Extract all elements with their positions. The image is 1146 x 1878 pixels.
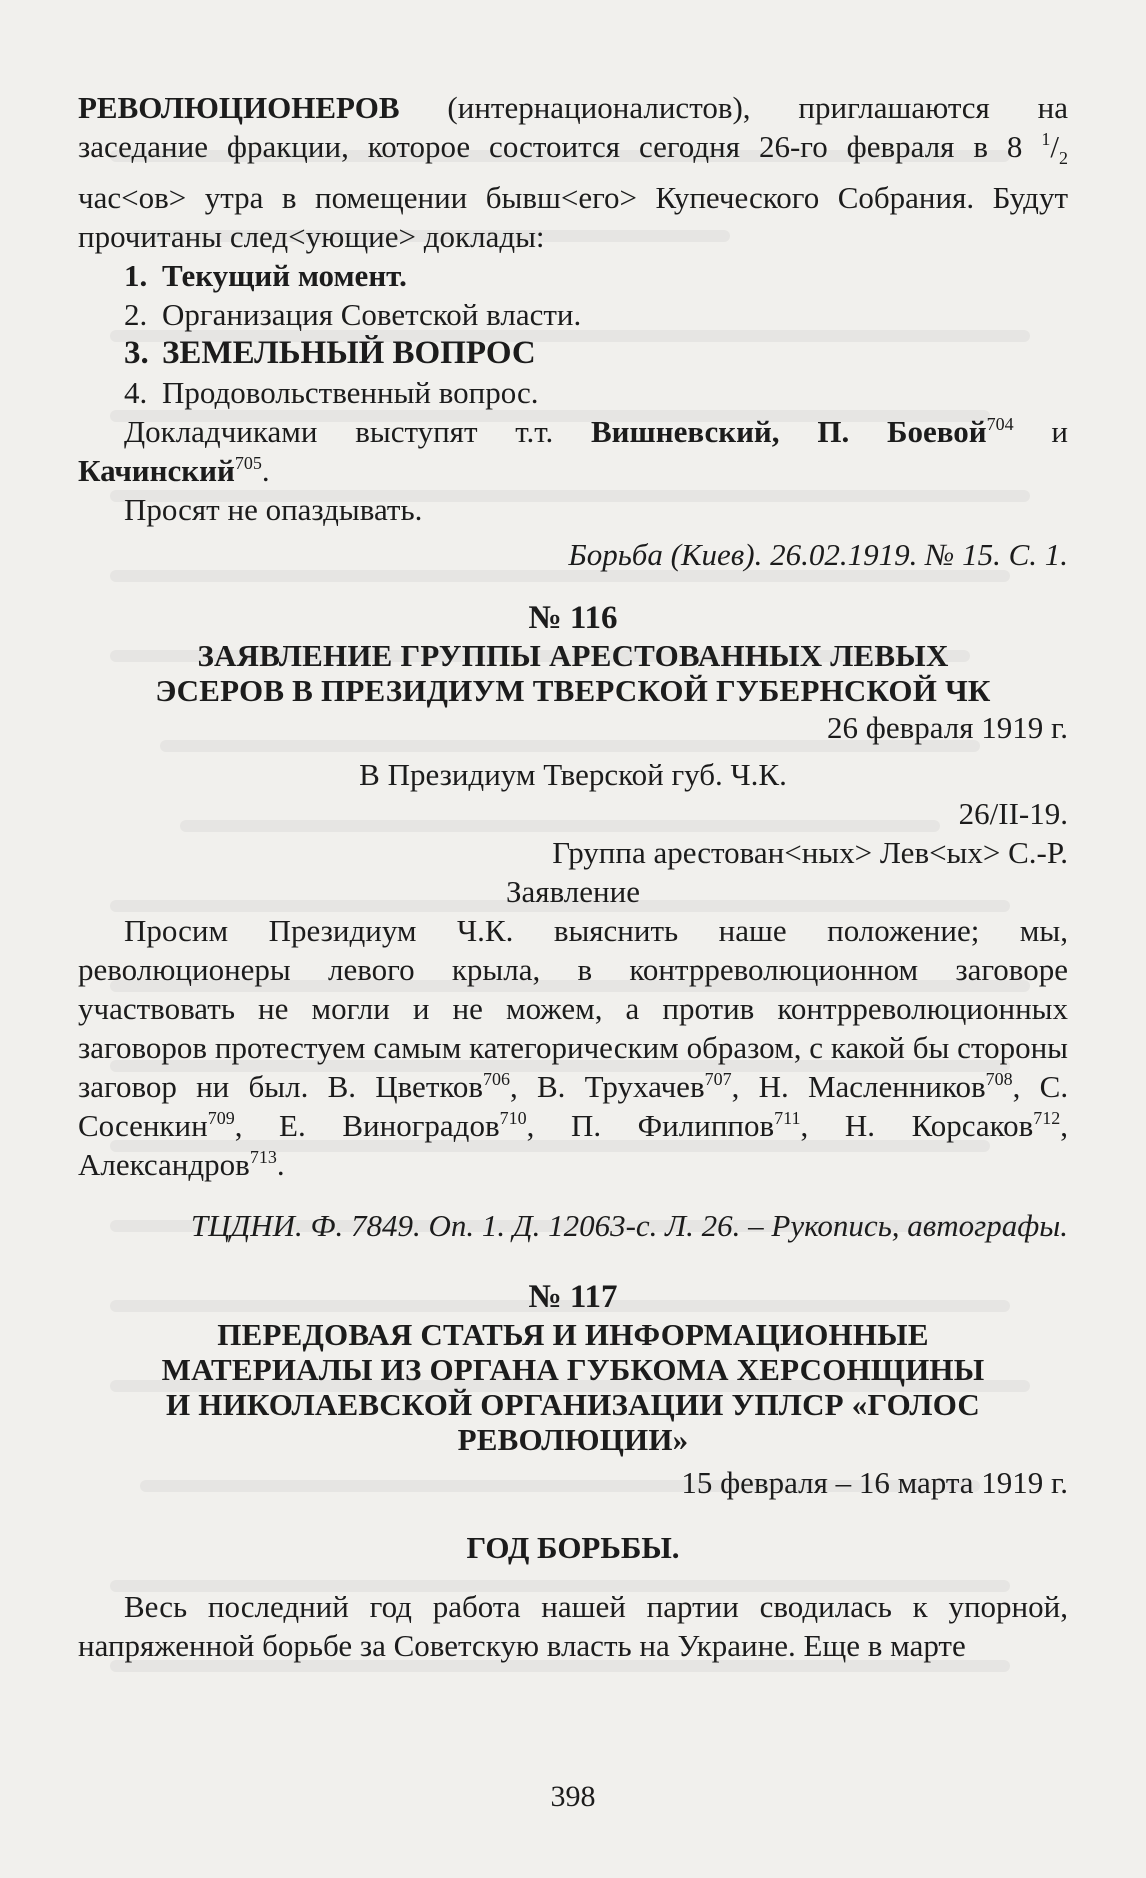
intro-text-2: час<ов> утра в помещении бывш<его> Купеческого Собрания. Будут прочитаны след<ующие> доклады: (78, 180, 1068, 255)
report-item: 3. ЗЕМЕЛЬНЫЙ ВОПРОС (124, 335, 536, 372)
signer: Александров (78, 1147, 250, 1183)
signer: В. Цветков (327, 1069, 483, 1105)
short-date: 26/II-19. (958, 796, 1068, 832)
article-heading: ГОД БОРЬБЫ. (466, 1530, 680, 1566)
page-number: 398 (550, 1780, 596, 1813)
signer: В. Трухачев (536, 1069, 705, 1105)
footnote-ref: 705 (234, 453, 262, 474)
signer: Н. Корсаков (844, 1108, 1034, 1144)
document-date: 26 февраля 1919 г. (827, 710, 1068, 746)
fraction-denominator: 2 (1059, 148, 1068, 169)
document-number: № 117 (528, 1279, 618, 1316)
document-title: ЗАЯВЛЕНИЕ ГРУППЫ АРЕСТОВАННЫХ ЛЕВЫХ ЭСЕРОВ В ПРЕЗИДИУМ ТВЕРСКОЙ ГУБЕРНСКОЙ ЧК (155, 638, 991, 709)
signer: Е. Виноградов (279, 1108, 500, 1144)
statement-heading: Заявление (506, 874, 640, 910)
addressee: В Президиум Тверской губ. Ч.К. (359, 757, 787, 793)
report-item: 1. Текущий момент. (124, 258, 407, 294)
signer: Н. Масленников (758, 1069, 986, 1105)
request-line: Просят не опаздывать. (124, 492, 423, 528)
document-116 (78, 598, 1068, 1245)
reports-list (78, 256, 1068, 412)
article-body: Весь последний год работа нашей партии сводилась к упорной, напряженной борьбе за Советскую власть на Украине. Еще в марте (78, 1589, 1068, 1664)
speakers-paragraph: Докладчиками выступят т.т. Вишневский, П. Боевой$^{704}$ и Качинский$^{705}$. (78, 414, 1068, 489)
intro-lead-bold: РЕВОЛЮЦИОНЕРОВ (78, 90, 400, 125)
page-content (78, 88, 1068, 1665)
document-date: 15 февраля – 16 марта 1919 г. (681, 1465, 1068, 1501)
intro-text: (интернационалистов), приглашаются на заседание фракции, которое состоится сегодня 26-го февраля в 8 (78, 90, 1068, 164)
source-citation: Борьба (Киев). 26.02.1919. № 15. С. 1. (568, 537, 1068, 573)
signer: П. Филиппов (570, 1108, 775, 1144)
statement-body: Просим Президиум Ч.К. выяснить наше положение; мы, революционеры левого крыла, в контрреволюционном заговоре участвовать не могли и не можем, а против контрреволюционных заговоров протестуем самым категорическим образом, с какой бы стороны заговор ни был. В. Цветков$^{706}$, В. Трухачев$^{707}$, Н. Масленников$^{708}$, С. Сосенкин$^{709}$, Е. Виноградов$^{710}$, П. Филиппов$^{711}$, Н. Корсаков$^{712}$, Александров$^{713}$. (78, 913, 1069, 1183)
document-117 (78, 1277, 1068, 1665)
signer: С. Сосенкин (78, 1069, 1069, 1144)
intro-paragraph: РЕВОЛЮЦИОНЕРОВ (интернационалистов), приглашаются на заседание фракции, которое состоится сегодня 26-го февраля в 8 $^1/_2$ час<ов> утра в помещении бывш<его> Купеческого Собрания. Будут прочитаны след<ующие> доклады: (78, 90, 1068, 255)
report-item: 4. Продовольственный вопрос. (124, 375, 539, 411)
fraction-numerator: 1 (1041, 129, 1051, 149)
sender: Группа арестован<ных> Лев<ых> С.-Р. (552, 835, 1068, 871)
document-title: ПЕРЕДОВАЯ СТАТЬЯ И ИНФОРМАЦИОННЫЕ МАТЕРИАЛЫ ИЗ ОРГАНА ГУБКОМА ХЕРСОНЩИНЫ И НИКОЛАЕВСКОЙ ОРГАНИЗАЦИИ УПЛСР «ГОЛОС РЕВОЛЮЦИИ» (161, 1317, 985, 1458)
footnote-ref: 704 (986, 414, 1014, 435)
document-number: № 116 (528, 600, 618, 637)
report-item: 2. Организация Советской власти. (124, 297, 582, 333)
source-citation: ТЦДНИ. Ф. 7849. Оп. 1. Д. 12063-с. Л. 26. – Рукопись, автографы. (190, 1208, 1068, 1244)
